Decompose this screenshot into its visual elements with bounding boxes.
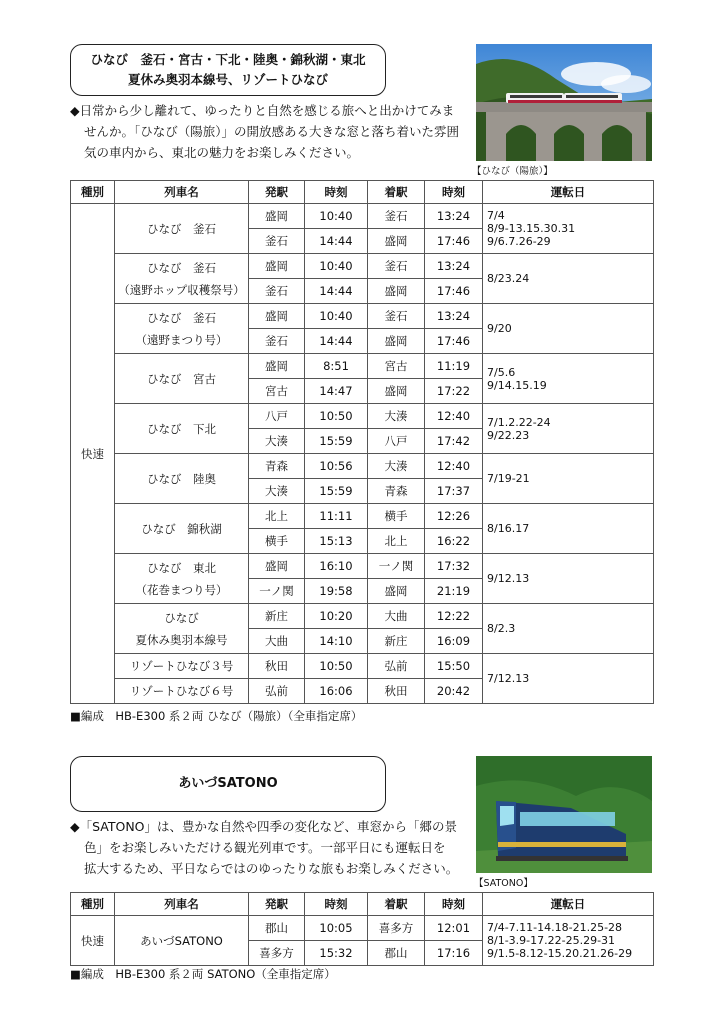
- arrival-time: 17:37: [425, 479, 483, 504]
- departure-time: 10:56: [305, 454, 368, 479]
- arrival-station: 釜石: [368, 204, 425, 229]
- arrival-station: 盛岡: [368, 379, 425, 404]
- departure-time: 15:13: [305, 529, 368, 554]
- arrival-station: 横手: [368, 504, 425, 529]
- operating-days: [483, 304, 654, 354]
- train-name: リゾートひなび６号: [115, 679, 249, 704]
- header-departure-time: 時刻: [305, 181, 368, 204]
- departure-time: 10:50: [305, 404, 368, 429]
- arrival-station: 喜多方: [368, 916, 425, 941]
- header-type: 種別: [71, 893, 115, 916]
- train-name: [115, 354, 249, 404]
- train-name: [115, 504, 249, 554]
- operating-days-line: 8/16.17: [487, 522, 530, 535]
- table-row: [71, 654, 654, 679]
- arrival-time: 12:40: [425, 454, 483, 479]
- arrival-station: 一ノ関: [368, 554, 425, 579]
- operating-days: [483, 354, 654, 404]
- arrival-station: 大曲: [368, 604, 425, 629]
- arrival-time: 21:19: [425, 579, 483, 604]
- departure-time: 10:40: [305, 254, 368, 279]
- departure-station: 釜石: [249, 329, 305, 354]
- departure-station: 盛岡: [249, 554, 305, 579]
- departure-time: 19:58: [305, 579, 368, 604]
- train-name-line: （遠野ホップ収穫祭号）: [118, 282, 245, 297]
- departure-station: 北上: [249, 504, 305, 529]
- train-type: 快速: [71, 916, 115, 966]
- table-row: [71, 354, 654, 379]
- hinabi-description: [70, 100, 470, 163]
- departure-time: 14:44: [305, 279, 368, 304]
- operating-days-line: 8/23.24: [487, 272, 530, 285]
- departure-time: 15:59: [305, 479, 368, 504]
- operating-days-line: 9/12.13: [487, 572, 530, 585]
- departure-station: 八戸: [249, 404, 305, 429]
- operating-days: [483, 454, 654, 504]
- table-row: [71, 204, 654, 229]
- arrival-time: 12:22: [425, 604, 483, 629]
- departure-time: 10:40: [305, 204, 368, 229]
- arrival-time: 12:01: [425, 916, 483, 941]
- table-row: [71, 254, 654, 279]
- hinabi-title-box: [70, 44, 386, 96]
- hinabi-formation-note: ■編成 HB-E300 系２両 ひなび（陽旅）（全車指定席）: [70, 709, 363, 723]
- operating-days-line: 7/4-7.11-14.18-21.25-28: [487, 921, 623, 934]
- arrival-station: 盛岡: [368, 279, 425, 304]
- arrival-station: 新庄: [368, 629, 425, 654]
- arrival-time: 17:22: [425, 379, 483, 404]
- arrival-time: 12:40: [425, 404, 483, 429]
- operating-days-line: 9/6.7.26-29: [487, 235, 551, 248]
- train-name-line: （遠野まつり号）: [135, 332, 228, 347]
- arrival-station: 盛岡: [368, 229, 425, 254]
- operating-days: [483, 204, 654, 254]
- train-name-line: ひなび 釜石: [147, 260, 216, 275]
- departure-time: 14:44: [305, 229, 368, 254]
- departure-station: 大湊: [249, 479, 305, 504]
- arrival-station: 青森: [368, 479, 425, 504]
- header-arrival-station: 着駅: [368, 181, 425, 204]
- operating-days-line: 7/1.2.22-24: [487, 415, 551, 429]
- departure-time: 11:11: [305, 504, 368, 529]
- operating-days-line: 9/1.5-8.12-15.20.21.26-29: [487, 947, 633, 960]
- departure-time: 10:20: [305, 604, 368, 629]
- header-train-name: 列車名: [115, 893, 249, 916]
- departure-station: 大湊: [249, 429, 305, 454]
- header-train-name: 列車名: [115, 181, 249, 204]
- satono-photo-caption: 【SATONO】: [474, 878, 533, 889]
- departure-time: 15:59: [305, 429, 368, 454]
- satono-formation-note: ■編成 HB-E300 系２両 SATONO（全車指定席）: [70, 967, 336, 981]
- arrival-station: 盛岡: [368, 329, 425, 354]
- train-name-line: ひなび 陸奥: [147, 471, 216, 486]
- train-name-line: ひなび 東北: [147, 560, 216, 575]
- operating-days-line: 7/12.13: [487, 672, 530, 685]
- satono-title: あいづSATONO: [178, 776, 278, 791]
- header-departure-station: 発駅: [249, 181, 305, 204]
- header-arrival-time: 時刻: [425, 893, 483, 916]
- operating-days-line: 8/1-3.9-17.22-25.29-31: [487, 934, 616, 947]
- header-arrival-station: 着駅: [368, 893, 425, 916]
- table-row: [71, 554, 654, 579]
- operating-days: [483, 554, 654, 604]
- arrival-time: 12:26: [425, 504, 483, 529]
- train-name: リゾートひなび３号: [115, 654, 249, 679]
- departure-station: 盛岡: [249, 254, 305, 279]
- departure-station: 弘前: [249, 679, 305, 704]
- satono-timetable: [70, 892, 654, 966]
- departure-time: 16:06: [305, 679, 368, 704]
- table-row: [71, 916, 654, 941]
- hinabi-timetable: [70, 180, 654, 704]
- departure-time: 14:47: [305, 379, 368, 404]
- train-name-line: ひなび 釜石: [147, 310, 216, 325]
- satono-train-photo: [476, 756, 652, 873]
- header-arrival-time: 時刻: [425, 181, 483, 204]
- arrival-time: 13:24: [425, 304, 483, 329]
- departure-time: 10:50: [305, 654, 368, 679]
- arrival-time: 11:19: [425, 354, 483, 379]
- operating-days: [483, 404, 654, 454]
- operating-days-line: 7/5.6: [487, 365, 516, 379]
- train-name-line: ひなび 下北: [147, 421, 216, 436]
- departure-station: 盛岡: [249, 304, 305, 329]
- train-name-line: ひなび 宮古: [147, 371, 216, 386]
- hinabi-desc-line: せんか。「ひなび（陽旅）」の開放感ある大きな窓と落ち着いた雰囲: [84, 124, 460, 139]
- departure-station: 秋田: [249, 654, 305, 679]
- header-departure-time: 時刻: [305, 893, 368, 916]
- departure-station: 新庄: [249, 604, 305, 629]
- arrival-time: 17:46: [425, 229, 483, 254]
- departure-time: 8:51: [305, 354, 368, 379]
- operating-days-line: 9/20: [487, 322, 512, 335]
- train-name: [115, 554, 249, 604]
- arrival-station: 釜石: [368, 254, 425, 279]
- train-name: [115, 454, 249, 504]
- arrival-station: 弘前: [368, 654, 425, 679]
- train-name: [115, 254, 249, 304]
- arrival-time: 20:42: [425, 679, 483, 704]
- satono-title-box: [70, 756, 386, 812]
- departure-station: 郡山: [249, 916, 305, 941]
- train-name-line: ひなび 錦秋湖: [141, 521, 222, 536]
- departure-station: 盛岡: [249, 354, 305, 379]
- departure-time: 14:10: [305, 629, 368, 654]
- operating-days: [483, 916, 654, 966]
- arrival-station: 大湊: [368, 404, 425, 429]
- departure-time: 16:10: [305, 554, 368, 579]
- hinabi-desc-line: 気の車内から、東北の魅力をお楽しみください。: [84, 145, 360, 160]
- operating-days-line: 9/14.15.19: [487, 378, 547, 392]
- table-row: [71, 454, 654, 479]
- operating-days-line: 7/4: [487, 209, 505, 222]
- operating-days-line: 8/9-13.15.30.31: [487, 222, 576, 235]
- table-row: [71, 404, 654, 429]
- satono-desc-line: 色」をお楽しみいただける観光列車です。一部平日にも運転日を: [84, 840, 446, 855]
- arrival-station: 盛岡: [368, 579, 425, 604]
- header-operating-days: 運転日: [483, 181, 654, 204]
- arrival-time: 17:46: [425, 329, 483, 354]
- satono-desc-line: ◆「SATONO」は、豊かな自然や四季の変化など、車窓から「郷の景: [70, 819, 458, 834]
- train-name: [115, 304, 249, 354]
- arrival-time: 13:24: [425, 254, 483, 279]
- header-departure-station: 発駅: [249, 893, 305, 916]
- table-row: [71, 504, 654, 529]
- arrival-station: 大湊: [368, 454, 425, 479]
- arrival-station: 郡山: [368, 941, 425, 966]
- satono-desc-line: 拡大するため、平日ならではのゆったりな旅もお楽しみください。: [84, 861, 459, 876]
- operating-days-line: 8/2.3: [487, 622, 516, 635]
- departure-station: 大曲: [249, 629, 305, 654]
- arrival-time: 13:24: [425, 204, 483, 229]
- train-name-line: （花巻まつり号）: [135, 582, 228, 597]
- train-name: あいづSATONO: [115, 916, 249, 966]
- train-name: [115, 404, 249, 454]
- arrival-station: 宮古: [368, 354, 425, 379]
- departure-time: 10:40: [305, 304, 368, 329]
- operating-days: [483, 254, 654, 304]
- table-row: [71, 304, 654, 329]
- departure-time: 10:05: [305, 916, 368, 941]
- arrival-time: 17:32: [425, 554, 483, 579]
- table-row: [71, 604, 654, 629]
- operating-days-line: 9/22.23: [487, 428, 530, 442]
- arrival-station: 八戸: [368, 429, 425, 454]
- arrival-station: 釜石: [368, 304, 425, 329]
- arrival-time: 16:22: [425, 529, 483, 554]
- header-type: 種別: [71, 181, 115, 204]
- train-name-line: 夏休み奥羽本線号: [135, 632, 228, 647]
- operating-days: [483, 504, 654, 554]
- departure-station: 盛岡: [249, 204, 305, 229]
- departure-station: 喜多方: [249, 941, 305, 966]
- hinabi-train-photo: [476, 44, 652, 161]
- hinabi-photo-caption: 【ひなび（陽旅）】: [472, 166, 553, 177]
- hinabi-title-line2: 夏休み奥羽本線号、リゾートひなび: [127, 72, 328, 87]
- operating-days: [483, 654, 654, 704]
- arrival-time: 17:16: [425, 941, 483, 966]
- train-name-line: ひなび 釜石: [147, 221, 216, 236]
- departure-time: 15:32: [305, 941, 368, 966]
- departure-station: 釜石: [249, 229, 305, 254]
- arrival-time: 16:09: [425, 629, 483, 654]
- departure-station: 青森: [249, 454, 305, 479]
- departure-station: 一ノ関: [249, 579, 305, 604]
- train-name: [115, 604, 249, 654]
- departure-station: 横手: [249, 529, 305, 554]
- train-type: 快速: [71, 204, 115, 704]
- train-name: [115, 204, 249, 254]
- operating-days-line: 7/19-21: [487, 472, 530, 485]
- hinabi-desc-line: ◆日常から少し離れて、ゆったりと自然を感じる旅へと出かけてみま: [70, 103, 455, 118]
- hinabi-title-line1: ひなび 釜石・宮古・下北・陸奥・錦秋湖・東北: [90, 52, 366, 67]
- arrival-time: 17:46: [425, 279, 483, 304]
- satono-description: [70, 816, 470, 879]
- departure-station: 宮古: [249, 379, 305, 404]
- train-name-line: ひなび: [164, 610, 199, 625]
- departure-time: 14:44: [305, 329, 368, 354]
- header-operating-days: 運転日: [483, 893, 654, 916]
- arrival-station: 北上: [368, 529, 425, 554]
- departure-station: 釜石: [249, 279, 305, 304]
- operating-days: [483, 604, 654, 654]
- arrival-time: 17:42: [425, 429, 483, 454]
- arrival-time: 15:50: [425, 654, 483, 679]
- arrival-station: 秋田: [368, 679, 425, 704]
